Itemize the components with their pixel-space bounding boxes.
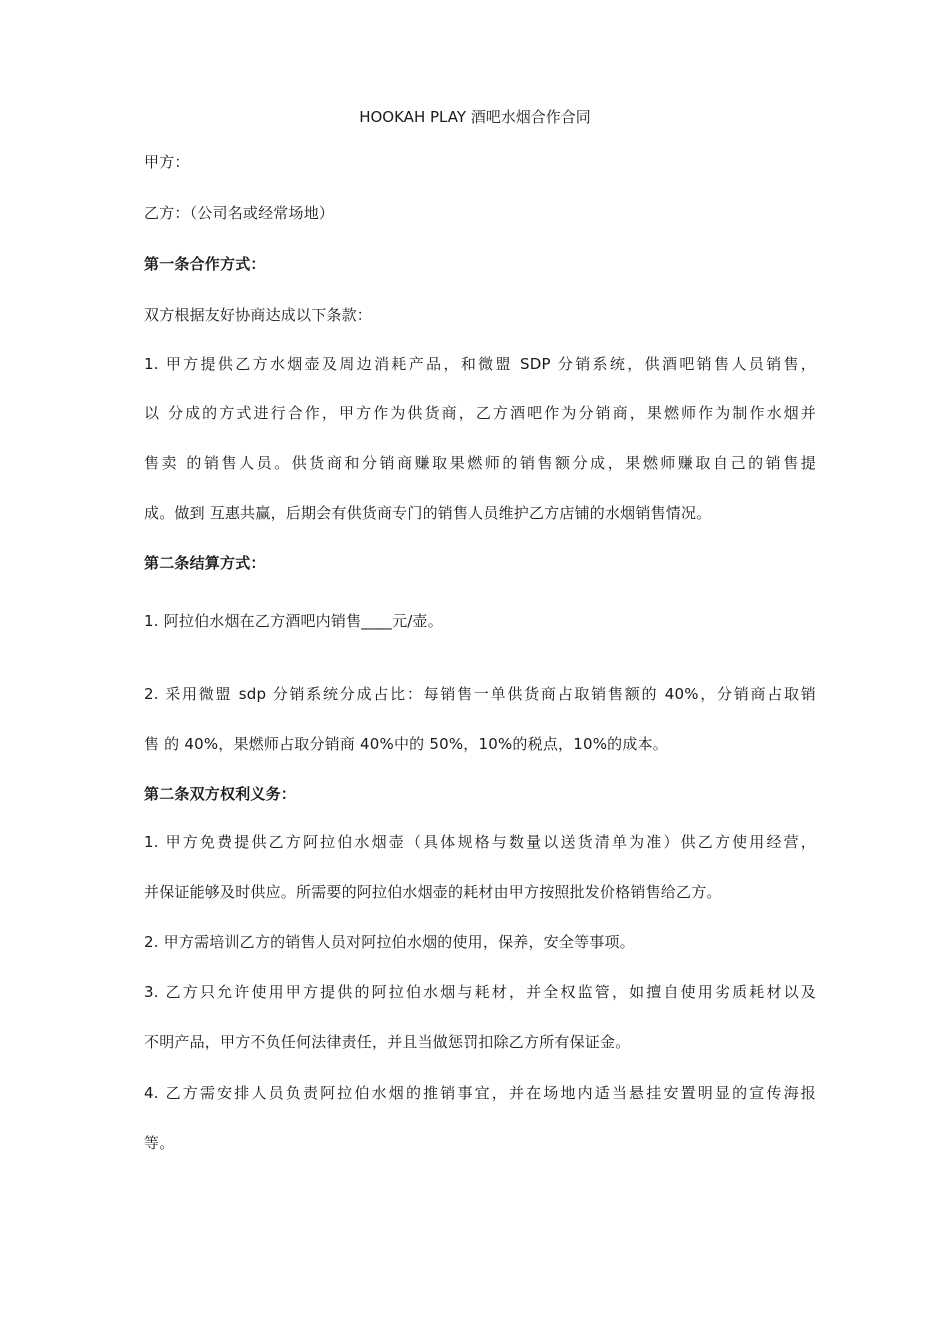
article1-item1-line2: 以 分成的方式进行合作，甲方作为供货商，乙方酒吧作为分销商，果燃师作为制作水烟并 <box>144 404 816 422</box>
article3-item1-line1: 1. 甲方免费提供乙方阿拉伯水烟壶（具体规格与数量以送货清单为准）供乙方使用经营， <box>144 833 816 851</box>
article1-heading: 第一条合作方式： <box>144 255 266 273</box>
document-title: HOOKAH PLAY 酒吧水烟合作合同 <box>359 108 591 126</box>
article3-item4-line1: 4. 乙方需安排人员负责阿拉伯水烟的推销事宜，并在场地内适当悬挂安置明显的宣传海报 <box>144 1084 816 1102</box>
article3-item3-line2: 不明产品，甲方不负任何法律责任，并且当做惩罚扣除乙方所有保证金。 <box>144 1033 631 1051</box>
article1-item1-line4: 成。做到 互惠共赢，后期会有供货商专门的销售人员维护乙方店铺的水烟销售情况。 <box>144 504 712 522</box>
article1-item1-line3: 售卖 的销售人员。供货商和分销商赚取果燃师的销售额分成，果燃师赚取自己的销售提 <box>144 454 816 472</box>
article2-item1: 1. 阿拉伯水烟在乙方酒吧内销售____元/壶。 <box>144 612 443 630</box>
article1-item1-line1: 1. 甲方提供乙方水烟壶及周边消耗产品，和微盟 SDP 分销系统，供酒吧销售人员销售， <box>144 355 816 373</box>
party-b-line: 乙方：（公司名或经常场地） <box>144 204 335 222</box>
article3-heading: 第二条双方权利义务： <box>144 785 297 803</box>
article3-item4-line2: 等。 <box>144 1134 175 1152</box>
article3-item2: 2. 甲方需培训乙方的销售人员对阿拉伯水烟的使用，保养，安全等事项。 <box>144 933 635 951</box>
article2-heading: 第二条结算方式： <box>144 554 266 572</box>
article3-item3-line1: 3. 乙方只允许使用甲方提供的阿拉伯水烟与耗材，并全权监管，如擅自使用劣质耗材以及 <box>144 983 816 1001</box>
article2-item2-line2: 售 的 40%，果燃师占取分销商 40%中的 50%，10%的税点，10%的成本。 <box>144 735 668 753</box>
article2-item2-line1: 2. 采用微盟 sdp 分销系统分成占比：每销售一单供货商占取销售额的 40%，分销商占取销 <box>144 685 816 703</box>
article3-item1-line2: 并保证能够及时供应。所需要的阿拉伯水烟壶的耗材由甲方按照批发价格销售给乙方。 <box>144 883 722 901</box>
article1-intro: 双方根据友好协商达成以下条款： <box>144 306 373 324</box>
party-a-line: 甲方： <box>144 153 190 171</box>
